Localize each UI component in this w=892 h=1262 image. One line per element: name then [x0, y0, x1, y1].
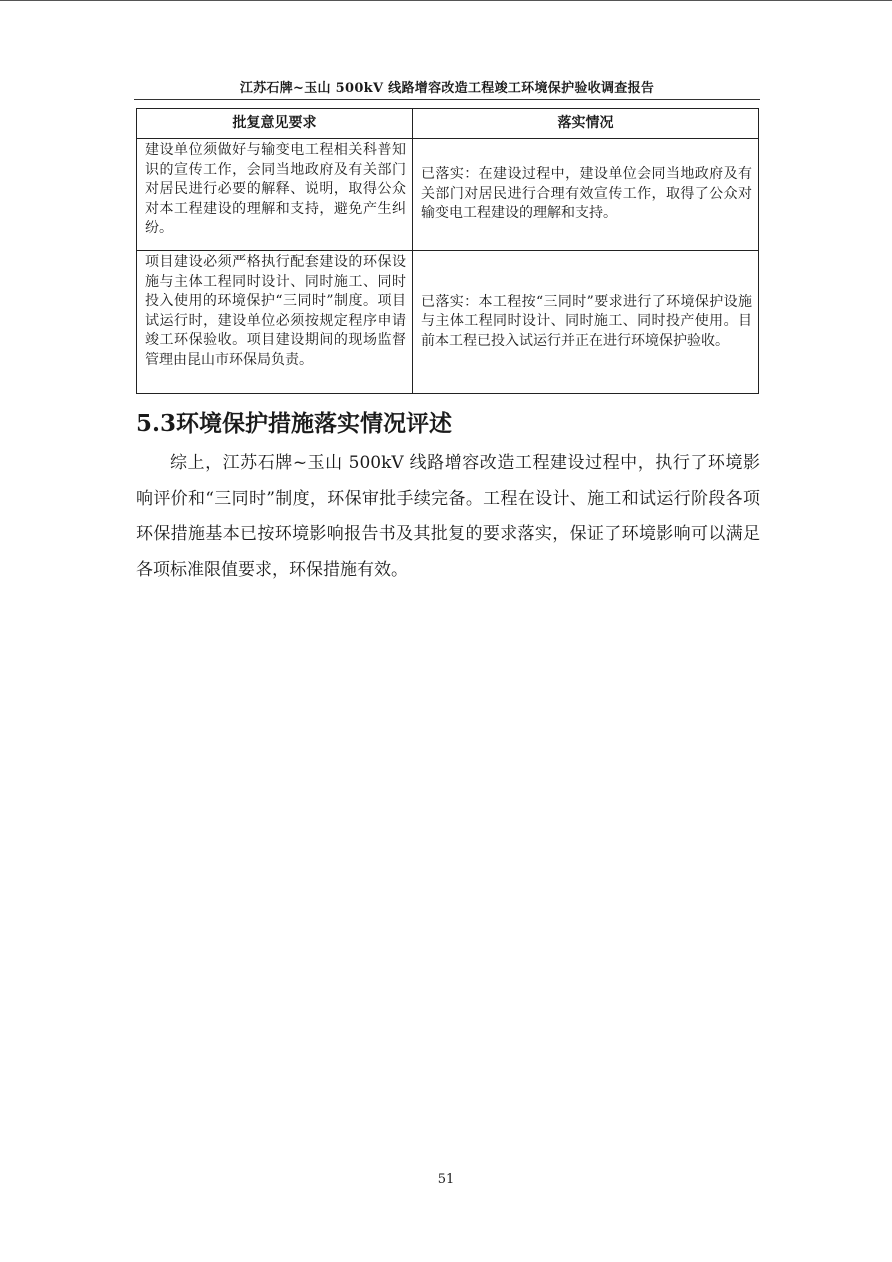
- table-header-row: [137, 109, 759, 139]
- requirement-cell: 建设单位须做好与输变电工程相关科普知识的宣传工作，会同当地政府及有关部门对居民进行必要的解释、说明，取得公众对本工程建设的理解和支持，避免产生纠纷。: [137, 139, 413, 251]
- page-number: 51: [437, 1172, 455, 1187]
- running-header: 江苏石牌~玉山 500kV 线路增容改造工程竣工环境保护验收调查报告: [239, 81, 655, 96]
- page-top-border: [0, 0, 892, 1]
- approval-table: [136, 108, 759, 394]
- status-cell: 已落实：本工程按“三同时”要求进行了环境保护设施与主体工程同时设计、同时施工、同时投产使用。目前本工程已投入试运行并正在进行环境保护验收。: [413, 251, 759, 394]
- table-row: [137, 251, 759, 394]
- summary-paragraph: 综上，江苏石牌~玉山 500kV 线路增容改造工程建设过程中，执行了环境影响评价和“三同时”制度，环保审批手续完备。工程在设计、施工和试运行阶段各项环保措施基本已按环境影响报告书及其批复的要求落实，保证了环境影响可以满足各项标准限值要求，环保措施有效。: [136, 453, 760, 580]
- table-row: [137, 139, 759, 251]
- status-cell: 已落实：在建设过程中，建设单位会同当地政府及有关部门对居民进行合理有效宣传工作，取得了公众对输变电工程建设的理解和支持。: [413, 139, 759, 251]
- requirement-cell: 项目建设必须严格执行配套建设的环保设施与主体工程同时设计、同时施工、同时投入使用的环境保护“三同时”制度。项目试运行时，建设单位必须按规定程序申请竣工环保验收。项目建设期间的现场监督管理由昆山市环保局负责。: [137, 251, 413, 394]
- section-heading: 5.3环境保护措施落实情况评述: [136, 410, 453, 437]
- header-divider: [134, 99, 760, 100]
- column-header-status: 落实情况: [413, 109, 759, 139]
- column-header-requirement: 批复意见要求: [137, 109, 413, 139]
